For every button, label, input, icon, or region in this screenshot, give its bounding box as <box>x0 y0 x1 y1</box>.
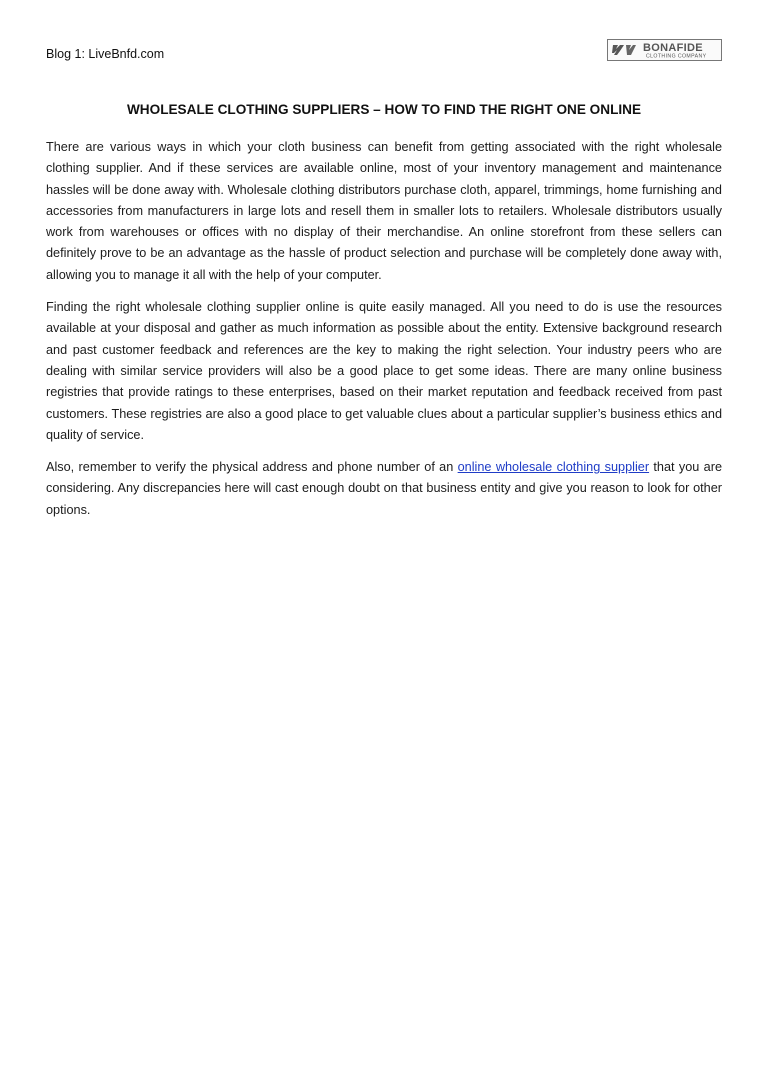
blog-label: Blog 1: LiveBnfd.com <box>46 47 165 61</box>
article-body <box>46 137 722 532</box>
paragraph-3 <box>46 457 722 521</box>
logo-graphic <box>608 40 721 60</box>
article-title: WHOLESALE CLOTHING SUPPLIERS – HOW TO FIND THE RIGHT ONE ONLINE <box>126 102 642 117</box>
paragraph-3-after-link: that you are considering. Any discrepancies here will cast enough doubt on that business entity and give you reason to look for other options. <box>46 460 722 517</box>
paragraph-1: There are various ways in which your cloth business can benefit from getting associated with the right wholesale clothing supplier. And if these services are available online, most of your inventory management and maintenance hassles will be done away with. Wholesale clothing distributors purchase cloth, apparel, trimmings, home furnishing and accessories from manufacturers in large lots and resell them in smaller lots to retailers. Wholesale distributors usually work from warehouses or offices with no display of their merchandise. An online storefront from these sellers can definitely prove to be an advantage as the hassle of product selection and purchase will be completely done away with, allowing you to manage it all with the help of your computer. <box>46 140 722 282</box>
paragraph-3-before-link: Also, remember to verify the physical address and phone number of an <box>46 460 458 475</box>
paragraph-2: Finding the right wholesale clothing supplier online is quite easily managed. All you need to do is use the resources available at your disposal and gather as much information as possible about the entity. Extensive background research and past customer feedback and references are the key to making the right selection. Your industry peers who are dealing with similar service providers will also be a good place to get some ideas. There are many online business registries that provide ratings to these enterprises, based on their market reputation and feedback received from past customers. These registries are also a good place to get valuable clues about a particular supplier’s business ethics and quality of service. <box>46 300 722 442</box>
logo-name: BONAFIDE <box>643 42 703 54</box>
logo-tagline: CLOTHING COMPANY <box>646 53 707 60</box>
bonafide-logo <box>607 39 722 61</box>
supplier-link[interactable]: online wholesale clothing supplier <box>457 460 650 475</box>
